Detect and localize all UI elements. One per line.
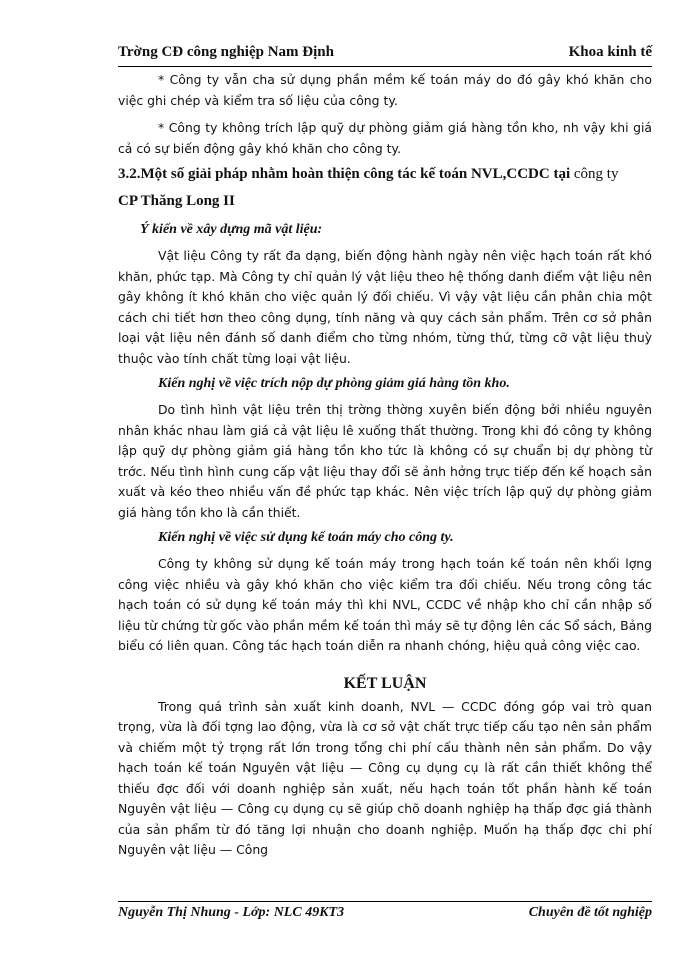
- subheading-provision: Kiến nghị về việc trích nộp dự phòng giảm giá hàng tồn kho.: [158, 376, 510, 391]
- page-body: [118, 70, 652, 861]
- page-footer: [118, 901, 652, 924]
- section-heading: [118, 161, 652, 215]
- subheading-material-code: Ý kiến về xây dựng mã vật liệu:: [140, 222, 323, 237]
- paragraph-accounting-software: Công ty không sử dụng kế toán máy trong hạch toán kế toán nên khối lợng công việc nhiều và gây khó khăn cho việc kiểm tra đối chiếu. Nếu trong công tác hạch toán có sử dụng kế toán máy thì khi NVL, CCDC về nhập kho chỉ cần nhập số liệu từ chứng từ gốc vào phần mềm kế toán thì máy sẽ tự động lên các Sổ sách, Bảng biểu có liên quan. Công tác hạch toán diễn ra nhanh chóng, hiệu quả công việc cao.: [118, 556, 652, 653]
- header-department: Khoa kinh tế: [568, 44, 652, 60]
- footer-author: Nguyễn Thị Nhung - Lớp: NLC 49KT3: [118, 905, 345, 920]
- section-heading-bold: 3.2.Một số giải pháp nhằm hoàn thiện công tác kế toán NVL,CCDC tại: [118, 166, 571, 182]
- paragraph-note-2: * Công ty không trích lập quỹ dự phòng giảm giá hàng tồn kho, nh vậy khi giá cả có sự biến động gây khó khăn cho công ty.: [118, 120, 652, 156]
- conclusion-title: KẾT LUẬN: [343, 674, 427, 692]
- section-heading-normal: công ty: [570, 166, 619, 182]
- paragraph-provision: Do tình hình vật liệu trên thị trờng thờng xuyên biến động bởi nhiều nguyên nhân khác nhau làm giá cả vật liệu lê xuống thất thường. Trong khi đó công ty không lập quỹ dự phòng giảm giá hàng tồn kho tức là không có sự chuẩn bị dự phòng từ trớc. Nếu tình hình cung cấp vật liệu thay đổi sẽ ảnh hởng trực tiếp đến kế hoạch sản xuất và kéo theo nhiều vấn đề phức tạp khác. Nên việc trích lập quỹ dự phòng giảm giá hàng tồn kho là cần thiết.: [118, 402, 652, 520]
- subheading-accounting-software: Kiến nghị về việc sử dụng kế toán máy cho công ty.: [158, 530, 454, 545]
- paragraph-note-1: * Công ty vẫn cha sử dụng phần mềm kế toán máy do đó gây khó khăn cho việc ghi chép và kiểm tra số liệu của công ty.: [118, 72, 652, 108]
- paragraph-conclusion: Trong quá trình sản xuất kinh doanh, NVL — CCDC đóng góp vai trò quan trọng, vừa là đối tợng lao động, vừa là cơ sở vật chất trực tiếp cấu tạo nên sản phẩm và chiếm một tỷ trọng rất lớn trong tổng chi phí cấu thành nên sản phẩm. Do vậy hạch toán kế toán Nguyên vật liệu — Công cụ dụng cụ là rất cần thiết không thể thiếu đợc đối với doanh nghiệp sản xuất, nếu hạch toán tốt phần hành kế toán Nguyên vật liệu — Công cụ dụng cụ sẽ giúp chõ doanh nghiệp hạ thấp đợc giá thành của sản phẩm từ đó tăng lợi nhuận cho doanh nghiệp. Muốn hạ thấp đợc chi phí Nguyên vật liệu — Công: [118, 698, 652, 857]
- page-header: [118, 44, 652, 67]
- section-heading-line2: CP Thăng Long II: [118, 193, 235, 209]
- header-school: Trờng CĐ công nghiệp Nam Định: [118, 44, 334, 60]
- footer-title: Chuyên đề tốt nghiệp: [528, 905, 652, 920]
- paragraph-material-code: Vật liệu Công ty rất đa dạng, biến động hành ngày nên việc hạch toán rất khó khăn, phức tạp. Mà Công ty chỉ quản lý vật liệu theo hệ thống danh điểm vật liệu nên gây không ít khó khăn cho việc quản lý đối chiếu. Vì vậy vật liệu cần phân chia một cách chi tiết hơn theo công dụng, tính năng và quy cách sản phẩm. Trên cơ sở phân loại vật liệu nên đánh số danh điểm cho từng nhóm, từng thứ, từng cỡ vật liệu thuỳ thuộc vào tính chất từng loại vật liệu.: [118, 248, 652, 366]
